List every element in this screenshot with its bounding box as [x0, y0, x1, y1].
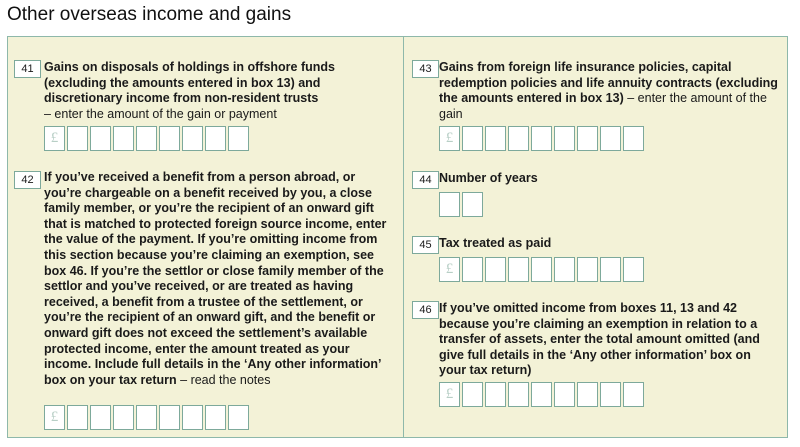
digit-cell[interactable]	[462, 257, 483, 282]
box-number-44: 44	[412, 171, 439, 189]
pound-sign: £	[439, 126, 460, 151]
digit-cell[interactable]	[205, 126, 226, 151]
box-41-heading: Gains on disposals of holdings in offshore funds (excluding the amounts entered in box 13) and discretionary income from non-resident trusts	[44, 60, 335, 106]
box-43-heading: Gains from foreign life insurance policies, capital redemption policies and life annuity contracts (excluding the amounts entered in box 13)	[439, 60, 778, 106]
box-41-label	[44, 60, 384, 122]
box-45-heading: Tax treated as paid	[439, 236, 552, 250]
digit-cell[interactable]	[600, 257, 621, 282]
box-43-amount-field[interactable]	[439, 126, 646, 151]
digit-cell[interactable]	[485, 257, 506, 282]
box-number-42: 42	[14, 171, 41, 189]
digit-cell[interactable]	[554, 126, 575, 151]
box-46-amount-field[interactable]	[439, 382, 646, 407]
box-43-label	[439, 60, 779, 122]
box-44-years-field[interactable]	[439, 192, 485, 217]
digit-cell[interactable]	[508, 257, 529, 282]
box-number-45: 45	[412, 236, 439, 254]
pound-sign: £	[44, 405, 65, 430]
digit-cell[interactable]	[508, 382, 529, 407]
digit-cell[interactable]	[623, 257, 644, 282]
digit-cell[interactable]	[485, 126, 506, 151]
digit-cell[interactable]	[67, 126, 88, 151]
digit-cell[interactable]	[113, 126, 134, 151]
box-number-46: 46	[412, 301, 439, 319]
box-42-instruction: – read the notes	[180, 372, 271, 387]
box-42-amount-field[interactable]	[44, 405, 251, 430]
box-41-amount-field[interactable]	[44, 126, 251, 151]
digit-cell[interactable]	[623, 382, 644, 407]
column-divider	[403, 37, 404, 437]
digit-cell[interactable]	[577, 382, 598, 407]
digit-cell[interactable]	[462, 192, 483, 217]
digit-cell[interactable]	[531, 126, 552, 151]
box-42-label	[44, 170, 396, 388]
pound-sign: £	[439, 257, 460, 282]
form-panel	[7, 36, 788, 438]
digit-cell[interactable]	[136, 405, 157, 430]
digit-cell[interactable]	[228, 405, 249, 430]
digit-cell[interactable]	[462, 382, 483, 407]
digit-cell[interactable]	[159, 126, 180, 151]
box-46-heading: If you’ve omitted income from boxes 11, 13 and 42 because you’re claiming an exemption in relation to a transfer of assets, enter the total amount omitted (and give full details in the ‘Any other information’ box on your tax return)	[439, 301, 760, 378]
digit-cell[interactable]	[485, 382, 506, 407]
box-number-43: 43	[412, 60, 439, 78]
digit-cell[interactable]	[113, 405, 134, 430]
digit-cell[interactable]	[577, 257, 598, 282]
digit-cell[interactable]	[600, 382, 621, 407]
box-44-heading: Number of years	[439, 171, 538, 185]
digit-cell[interactable]	[600, 126, 621, 151]
digit-cell[interactable]	[205, 405, 226, 430]
digit-cell[interactable]	[182, 126, 203, 151]
digit-cell[interactable]	[182, 405, 203, 430]
box-45-amount-field[interactable]	[439, 257, 646, 282]
digit-cell[interactable]	[623, 126, 644, 151]
box-number-41: 41	[14, 60, 41, 78]
box-42-heading: If you’ve received a benefit from a person abroad, or you’re chargeable on a benefit received by you, a close family member, or you’re the recipient of an onward gift that is matched to protected foreign source income, enter the value of the payment. If you’re omitting income from this section because you’re claiming an exemption, see box 46. If you’re the settlor or close family member of the settlor and you’ve received, or are treated as having received, a benefit from a trustee of the settlement, or you’re the recipient of an onward gift, and the benefit or onward gift does not exceed the settlement’s available protected income, enter the amount treated as your income. Include full details in the ‘Any other information’ box on your tax return	[44, 170, 387, 387]
digit-cell[interactable]	[577, 126, 598, 151]
pound-sign: £	[439, 382, 460, 407]
digit-cell[interactable]	[90, 405, 111, 430]
pound-sign: £	[44, 126, 65, 151]
digit-cell[interactable]	[228, 126, 249, 151]
digit-cell[interactable]	[554, 257, 575, 282]
digit-cell[interactable]	[554, 382, 575, 407]
page-title: Other overseas income and gains	[7, 4, 292, 25]
box-41-instruction: – enter the amount of the gain or payment	[44, 106, 277, 121]
box-43-instruction: – enter the amount of the gain	[439, 91, 767, 121]
digit-cell[interactable]	[439, 192, 460, 217]
digit-cell[interactable]	[136, 126, 157, 151]
digit-cell[interactable]	[159, 405, 180, 430]
digit-cell[interactable]	[67, 405, 88, 430]
digit-cell[interactable]	[531, 257, 552, 282]
digit-cell[interactable]	[508, 126, 529, 151]
digit-cell[interactable]	[462, 126, 483, 151]
digit-cell[interactable]	[90, 126, 111, 151]
digit-cell[interactable]	[531, 382, 552, 407]
